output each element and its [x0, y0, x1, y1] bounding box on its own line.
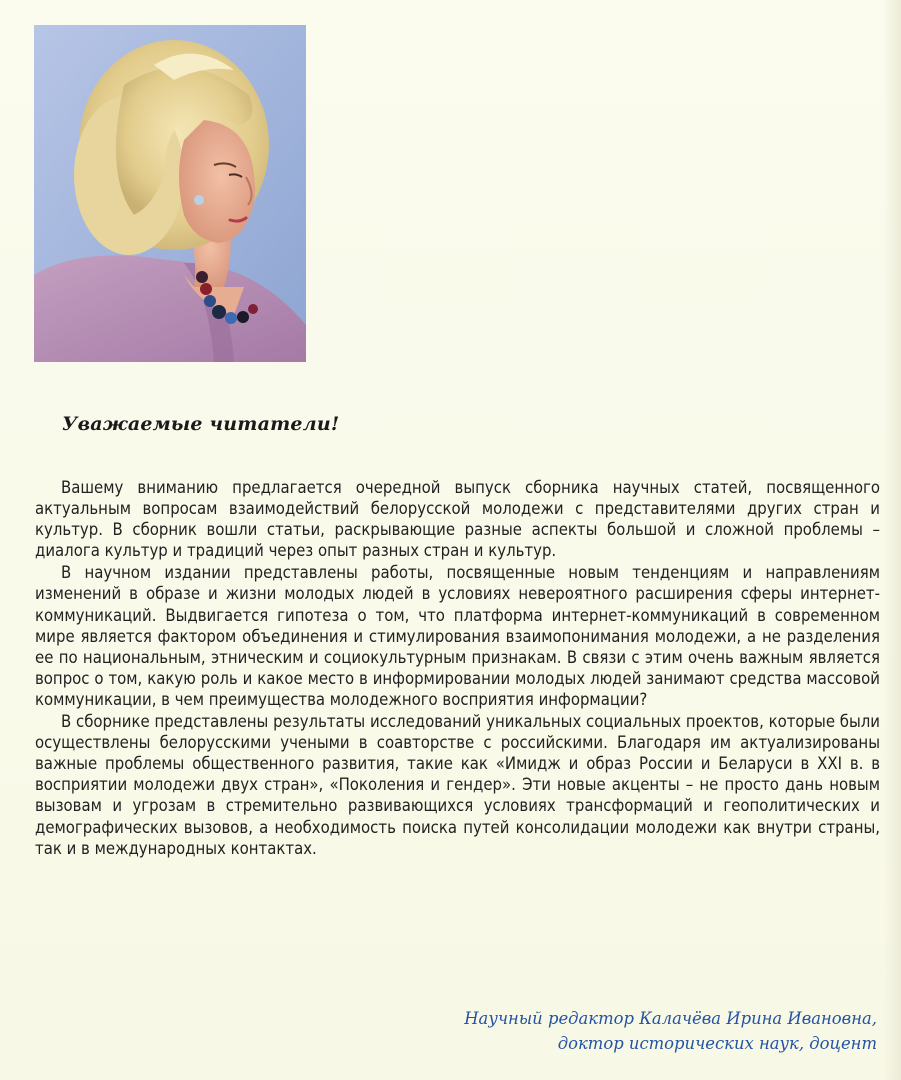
portrait-photo — [34, 25, 306, 362]
signature-name: Научный редактор Калачёва Ирина Ивановна, — [464, 1009, 877, 1028]
paragraph-1: Вашему вниманию предлагается очередной выпуск сборника научных статей, посвященного актуальным вопросам взаимодействий белорусской молодежи с представителями других стран и культур. В сборник вошли статьи, раскрывающие разные аспекты большой и сложной проблемы – диалога культур и традиций через опыт разных стран и культур. — [35, 478, 880, 561]
paragraph-3: В сборнике представлены результаты исследований уникальных социальных проектов, которые были осуществлены белорусскими учеными в соавторстве с российскими. Благодаря им актуализированы важные проблемы общественного развития, такие как «Имидж и образ России и Беларуси в XXI в. в восприятии молодежи двух стран», «Поколения и гендер». Эти новые акценты – не просто дань новым вызовам и угрозам в стремительно развивающихся условиях трансформаций и геополитических и демографических вызовов, а необходимость поиска путей консолидации молодежи как внутри страны, так и в международных контактах. — [35, 712, 880, 858]
editor-signature — [464, 1006, 877, 1056]
page-edge-shadow — [883, 0, 901, 1080]
signature-degree: доктор исторических наук, доцент — [557, 1034, 877, 1053]
article-body — [35, 477, 880, 859]
paragraph-2: В научном издании представлены работы, посвященные новым тенденциям и направлениям изменений в образе и жизни молодых людей в условиях невероятного расширения сферы интернет-коммуникаций. Выдвигается гипотеза о том, что платформа интернет-коммуникаций в современном мире является фактором объединения и стимулирования взаимопонимания молодежи, а не разделения ее по национальным, этническим и социокультурным признакам. В связи с этим очень важным является вопрос о том, какую роль и какое место в информировании молодых людей занимают средства массовой коммуникации, в чем преимущества молодежного восприятия информации? — [35, 563, 880, 709]
portrait-illustration — [34, 25, 306, 362]
greeting-heading: Уважаемые читатели! — [62, 413, 340, 435]
